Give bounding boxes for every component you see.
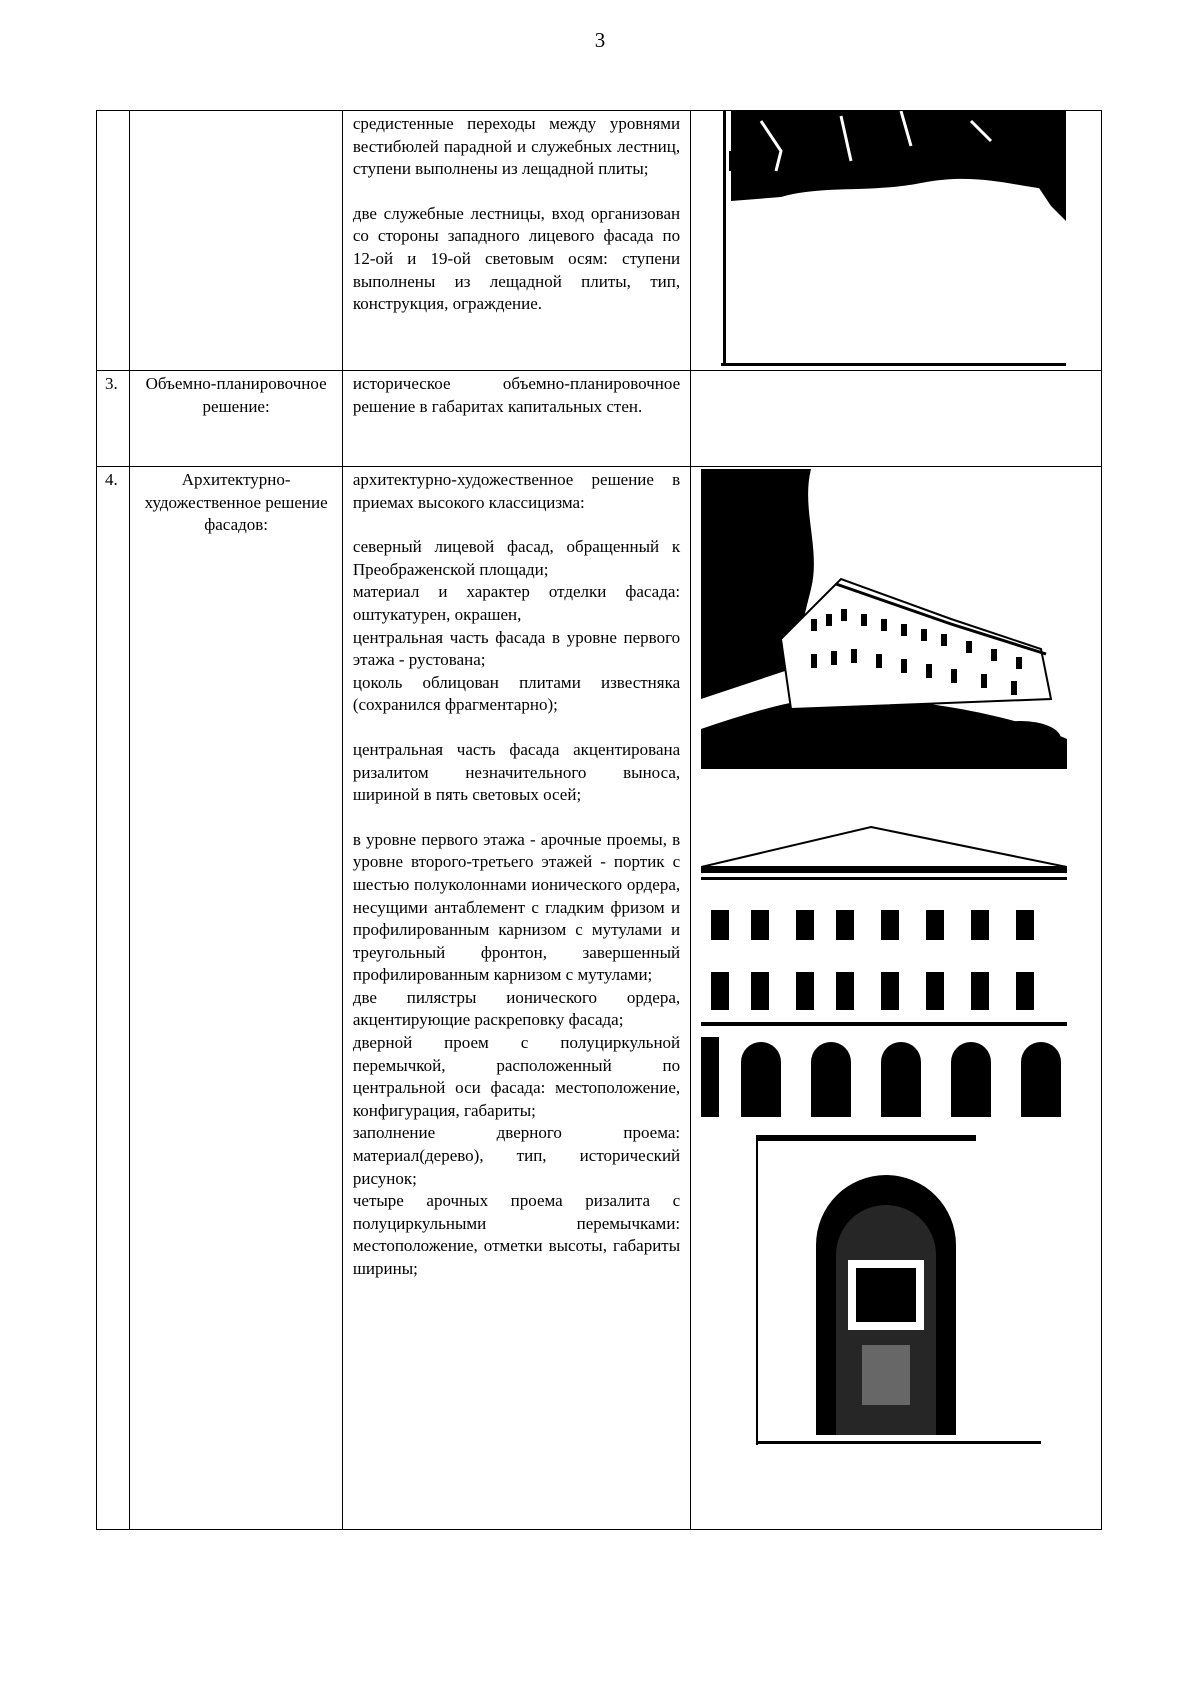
- description-paragraph: четыре арочных проема ризалита с полуциркульными перемычками: местоположение, отметки высоты, габариты ширины;: [352, 1191, 681, 1278]
- description-paragraph: архитектурно-художественное решение в приемах высокого классицизма:: [352, 470, 681, 512]
- description-paragraph: историческое объемно-планировочное решение в габаритах капитальных стен.: [352, 374, 681, 416]
- image-cell: [691, 467, 1102, 1530]
- document-table: [96, 110, 1102, 1530]
- table-row: [97, 371, 1102, 467]
- row-name: Архитектурно-художественное решение фасадов:: [130, 467, 342, 1530]
- image-cell: [691, 371, 1102, 467]
- row-name: [130, 111, 342, 371]
- description-paragraph: цоколь облицован плитами известняка (сохранился фрагментарно);: [352, 672, 681, 715]
- row-number: 3.: [97, 371, 130, 467]
- description-paragraph: материал и характер отделки фасада: оштукатурен, окрашен,: [352, 582, 681, 624]
- description-paragraph: заполнение дверного проема: материал(дерево), тип, исторический рисунок;: [352, 1123, 681, 1188]
- staircase-photo: [721, 111, 1066, 366]
- page-number: 3: [594, 28, 606, 52]
- description-paragraph: две служебные лестницы, вход организован со стороны западного лицевого фасада по 12-ой и 19-ой световым осям: ступени выполнены из лещадной плиты, тип, конструкция, ограждение.: [352, 203, 681, 314]
- row-description: [342, 371, 690, 467]
- image-cell: [691, 111, 1102, 371]
- description-paragraph: центральная часть фасада в уровне первого этажа - рустована;: [352, 627, 681, 670]
- description-paragraph: центральная часть фасада акцентирована ризалитом незначительного выноса, шириной в пять световых осей;: [352, 739, 681, 805]
- row-description: [342, 111, 690, 371]
- row-number: 4.: [97, 467, 130, 1530]
- table-row: [97, 467, 1102, 1530]
- row-number: [97, 111, 130, 371]
- description-paragraph: в уровне первого этажа - арочные проемы, в уровне второго-третьего этажей - портик с шестью полуколоннами ионического ордера, несущими антаблемент с гладким фризом и профилированным карнизом с мутулами и треугольный фронтон, завершенный профилированным карнизом с мутулами;: [352, 829, 681, 985]
- row-description: [342, 467, 690, 1530]
- description-paragraph: северный лицевой фасад, обращенный к Преображенской площади;: [352, 537, 681, 579]
- description-paragraph: средистенные переходы между уровнями вестибюлей парадной и служебных лестниц, ступени выполнены из лещадной плиты;: [352, 114, 681, 179]
- arched-door-photo: [756, 1135, 1041, 1445]
- facade-photo: [701, 822, 1067, 1122]
- table-row: [97, 111, 1102, 371]
- description-paragraph: две пилястры ионического ордера, акцентирующие раскреповку фасада;: [352, 987, 681, 1030]
- row-name: Объемно-планировочное решение:: [130, 371, 342, 467]
- description-paragraph: дверной проем с полуциркульной перемычкой, расположенный по центральной оси фасада: местоположение, конфигурация, габариты;: [352, 1033, 681, 1120]
- building-corner-photo: [701, 469, 1067, 769]
